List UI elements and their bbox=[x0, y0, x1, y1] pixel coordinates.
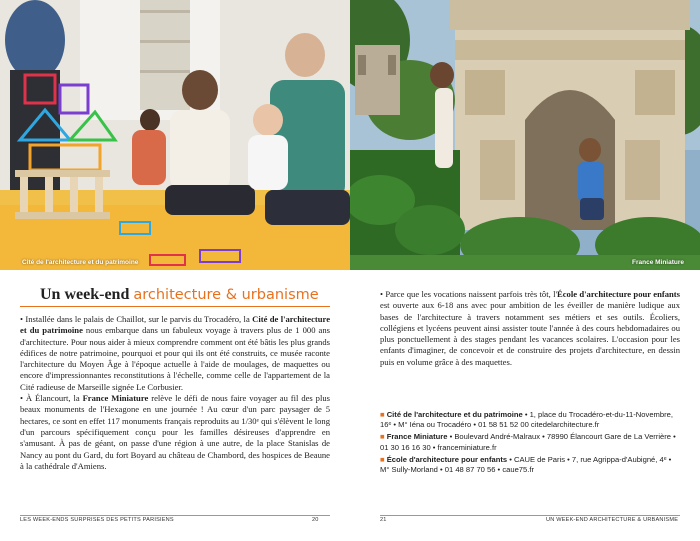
workshop-photo-illustration bbox=[0, 0, 350, 270]
paragraph-bold: France Miniature bbox=[82, 393, 149, 404]
footer-divider bbox=[20, 515, 330, 516]
paragraph-text: relève le défi de nous faire voyager au fil des plus beaux monuments de l'Hexagone en une journée ! Au cœur d'un parc paysager de 5 hectares, ce sont en effet 117 monuments français reproduits au 1/30ᵉ qui s'élèvent le long d'un parcours spécifiquement conçu pour les familles désireuses d'apprendre en s'amusant. À pas de géant, on passe d'une région à une autre, de la place Stanislas de Nancy au pont du Gard, du fort Boyard au château de Chambord, des hospices de Beaune à la cathédrale d'Amiens. bbox=[20, 393, 330, 471]
footer-divider bbox=[380, 515, 680, 516]
right-page bbox=[350, 0, 700, 541]
page-number: 20 bbox=[312, 517, 319, 523]
photo-caption: Cité de l'architecture et du patrimoine bbox=[22, 259, 139, 266]
miniature-photo-illustration bbox=[350, 0, 700, 270]
photo-caption: France Miniature bbox=[632, 259, 685, 266]
paragraph-text: • Installée dans le palais de Chaillot, sur le parvis du Trocadéro, la bbox=[20, 314, 253, 324]
info-ecole bbox=[380, 455, 680, 475]
paragraph-text: est ouverte aux 6-18 ans avec pour ambition de les éveiller de manière ludique aux bases de l'architecture à travers notamment ses métiers et ses outils. Écoliers, collégiens et lycéens peuvent ainsi assister toute l'année à des cours hebdomadaires ou plus ponctuellement à des stages pendant les vacances scolaires. L'occasion pour les enfants d'imaginer, de concevoir et de construire des projets d'architecture, en dessin puis en volume grâce à des maquettes. bbox=[380, 300, 680, 367]
info-list bbox=[380, 410, 680, 477]
info-cite bbox=[380, 410, 680, 430]
info-name: Cité de l'architecture et du patrimoine bbox=[386, 410, 523, 419]
right-body-text bbox=[380, 289, 680, 368]
info-name: École d'architecture pour enfants bbox=[386, 454, 508, 464]
paragraph-bold: Cité de l'architecture et du patrimoine bbox=[20, 314, 331, 336]
paragraph-cite bbox=[20, 314, 330, 393]
paragraph-text: • À Élancourt, la bbox=[20, 393, 83, 404]
paragraph-bold: École d'architecture pour enfants bbox=[557, 289, 680, 299]
heading-divider bbox=[20, 306, 330, 307]
section-heading bbox=[40, 286, 330, 304]
bullet-icon: ■ bbox=[380, 410, 387, 419]
heading-accent: architecture & urbanisme bbox=[133, 287, 319, 303]
page-number: 21 bbox=[380, 517, 387, 523]
paragraph-ecole bbox=[380, 289, 680, 368]
miniature-photo bbox=[350, 0, 700, 270]
left-body-text bbox=[20, 314, 330, 472]
paragraph-text: • Parce que les vocations naissent parfois très tôt, l' bbox=[380, 289, 558, 299]
info-name: France Miniature bbox=[386, 432, 448, 442]
info-details: • Boulevard André-Malraux • 78990 Élancourt Gare de La Verrière • 01 30 16 16 30 • franceminiature.fr bbox=[380, 432, 676, 452]
info-france-miniature bbox=[380, 432, 680, 452]
footer-title: LES WEEK-ENDS SURPRISES DES PETITS PARISIENS bbox=[20, 517, 174, 523]
bullet-icon: ■ bbox=[380, 432, 387, 442]
paragraph-france-miniature bbox=[20, 393, 330, 472]
info-details: • CAUE de Paris • 7, rue Agrippa-d'Aubigné, 4ᵉ • M° Sully-Morland • 01 48 87 70 56 • caue75.fr bbox=[380, 454, 672, 475]
paragraph-text: nous embarque dans un fabuleux voyage à travers plus de 1 000 ans d'architecture. Pour nous aider à mieux comprendre comment ont été bâtis les plus grands édifices de notre patrimoine, pourquoi et pour qui ils ont été construits, ce musée raconte l'architecture du Moyen Âge à l'époque actuelle à l'aide de moulages, de maquettes ou encore d'impressionnantes reconstitutions à l'échelle, comme celle de l'appartement de la Cité radieuse de Marseille signée Le Corbusier. bbox=[20, 325, 330, 392]
bullet-icon: ■ bbox=[380, 454, 387, 464]
heading-prefix: Un week-end bbox=[40, 286, 134, 303]
footer-title: UN WEEK-END ARCHITECTURE & URBANISME bbox=[546, 517, 679, 523]
workshop-photo bbox=[0, 0, 350, 270]
info-details: • 1, place du Trocadéro-et-du-11-Novembre, 16ᵉ • M° Iéna ou Trocadéro • 01 58 51 52 00 citedelarchitecture.fr bbox=[380, 410, 673, 430]
